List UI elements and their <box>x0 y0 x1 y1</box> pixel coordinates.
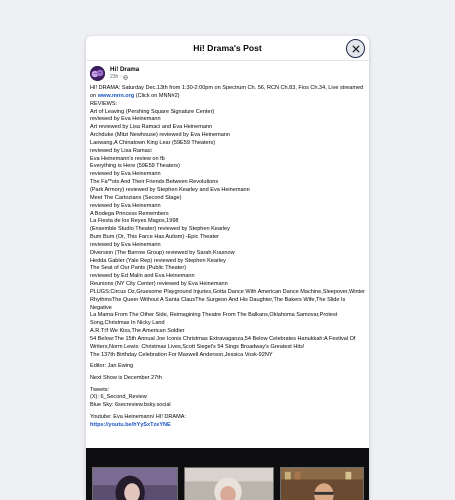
review-line: (Park Armory) reviewed by Stephen Kearley and Eva Heinemann <box>90 186 250 193</box>
youtube-label: Youtube: Eva Heinemann/ HI! DRAMA: <box>90 413 186 420</box>
plug-lines <box>90 289 365 360</box>
close-icon <box>352 45 360 53</box>
review-line: reviewed by Lisa Ramaci <box>90 147 152 154</box>
post-body <box>86 81 369 430</box>
post-modal <box>86 36 369 500</box>
plug-line: The 137th Birthday Celebration For Maxwell Anderson,Jessica Vosk-92NY <box>90 351 273 358</box>
plug-line: PLUGS:Circus Oz,Gruesome Playground Injuries,Gotta Dance With American Dance Machine,Sleepover,Winter RhythmsThe Queer Without A Santa ClausThe Surgeon And His Daughter,The Bakers Wife,The Slide Is Negative <box>90 288 365 311</box>
post-intro <box>90 85 365 101</box>
review-line: Bum Bum (Or, This Farce Has Autism) -Epic Theater <box>90 234 219 241</box>
globe-icon <box>123 75 128 80</box>
video-preview[interactable] <box>86 448 369 500</box>
modal-header <box>86 36 369 61</box>
review-line: La Fiesta de los Reyes Magos,1998 <box>90 218 179 225</box>
close-button[interactable] <box>346 39 365 58</box>
review-line: (Ensemble Studio Theater) reviewed by Stephen Kearley <box>90 226 230 233</box>
tweets-label: Tweets: <box>90 386 110 393</box>
editor-line: Editor: Jan Ewing <box>90 363 134 370</box>
review-line: Art reviewed by Lisa Ramaci and Eva Heinemann <box>90 124 213 131</box>
tweet-x: (X): 6_Second_Review <box>90 394 147 401</box>
youtube-link[interactable]: https://youtu.be/hYySxTzeYNE <box>90 421 171 428</box>
tweet-bluesky: Blue Sky: 6secreview.bsky.social <box>90 402 171 409</box>
review-line: Reunions (NY City Center) reviewed by Eva Heinemann <box>90 281 228 288</box>
review-line: Archduke (Mitzi Newhouse) reviewed by Eva Heinemann <box>90 132 230 139</box>
author-block <box>110 66 139 81</box>
next-show-line: Next Show is December 27th <box>90 374 162 381</box>
review-line: Laowang,A Chinatown King Lear (59E59 Theaters) <box>90 139 216 146</box>
intro-text-after: (Click on MNN#2) <box>135 92 180 99</box>
author-name[interactable]: Hi! Drama <box>110 66 140 73</box>
review-line: Diversion (The Barrow Group) reviewed by Sarah Krasnow <box>90 249 235 256</box>
review-line: The Fa**ots And Their Friends Between Revolutions <box>90 179 219 186</box>
review-line: reviewed by Eva Heinemann <box>90 202 161 209</box>
review-line: reviewed by Ed Malin and Eva Heinemann <box>90 273 195 280</box>
video-tile-3 <box>280 467 364 500</box>
review-lines <box>90 101 365 289</box>
video-tile-2 <box>184 467 274 500</box>
review-line: Eva Heinemann's review on fb <box>90 155 165 162</box>
post-header <box>86 61 369 81</box>
review-line: REVIEWS: <box>90 100 118 107</box>
review-line: reviewed by Eva Heinemann <box>90 171 161 178</box>
review-line: The Seat of Our Pants (Public Theater) <box>90 265 187 272</box>
post-time[interactable]: 23h <box>110 74 119 80</box>
review-line: reviewed by Eva Heinemann <box>90 116 161 123</box>
video-tile-1 <box>92 467 178 500</box>
avatar[interactable] <box>90 66 105 81</box>
mnn-link[interactable]: www.mnn.org <box>97 92 135 99</box>
review-line: A Bodega Princess Remembers <box>90 210 169 217</box>
post-meta <box>110 74 139 81</box>
review-line: reviewed by Eva Heinemann <box>90 241 161 248</box>
review-line: Art of Leaving (Pershing Square Signature Center) <box>90 108 215 115</box>
plug-line: 54 Below:The 15th Annual Joe Iconis Christmas Extravaganza,54 Below Celebrates Hanukkah:A Festival Of Writers,Norm Lewis: Christmas Lives,Scott Siegel's 54 Sings Broadway's Greatest Hits! <box>90 336 356 350</box>
review-line: Hedda Gabler (Yale Rep) reviewed by Stephen Kearley <box>90 257 226 264</box>
plug-line: La Mama:From The Other Side, Reimagining Theatre From The Balkans,Oklahoma Samovar,Protest Song,Christmas In Nicky Land <box>90 312 338 327</box>
intro-text: HI! DRAMA: Saturday Dec.13th from 1:30-2:00pm on Spectrum Ch. 56, RCN Ch.83, Fios Ch.34, Live streamed on <box>90 85 364 99</box>
modal-title: Hi! Drama's Post <box>193 43 262 53</box>
review-line: Everything is Here (59E59 Theaters) <box>90 163 180 170</box>
review-line: Meet The Cartozians (Second Stage) <box>90 194 182 201</box>
plug-line: A.R.T:If We Kiss,The American Soldier <box>90 328 185 335</box>
meta-separator: · <box>119 74 122 80</box>
